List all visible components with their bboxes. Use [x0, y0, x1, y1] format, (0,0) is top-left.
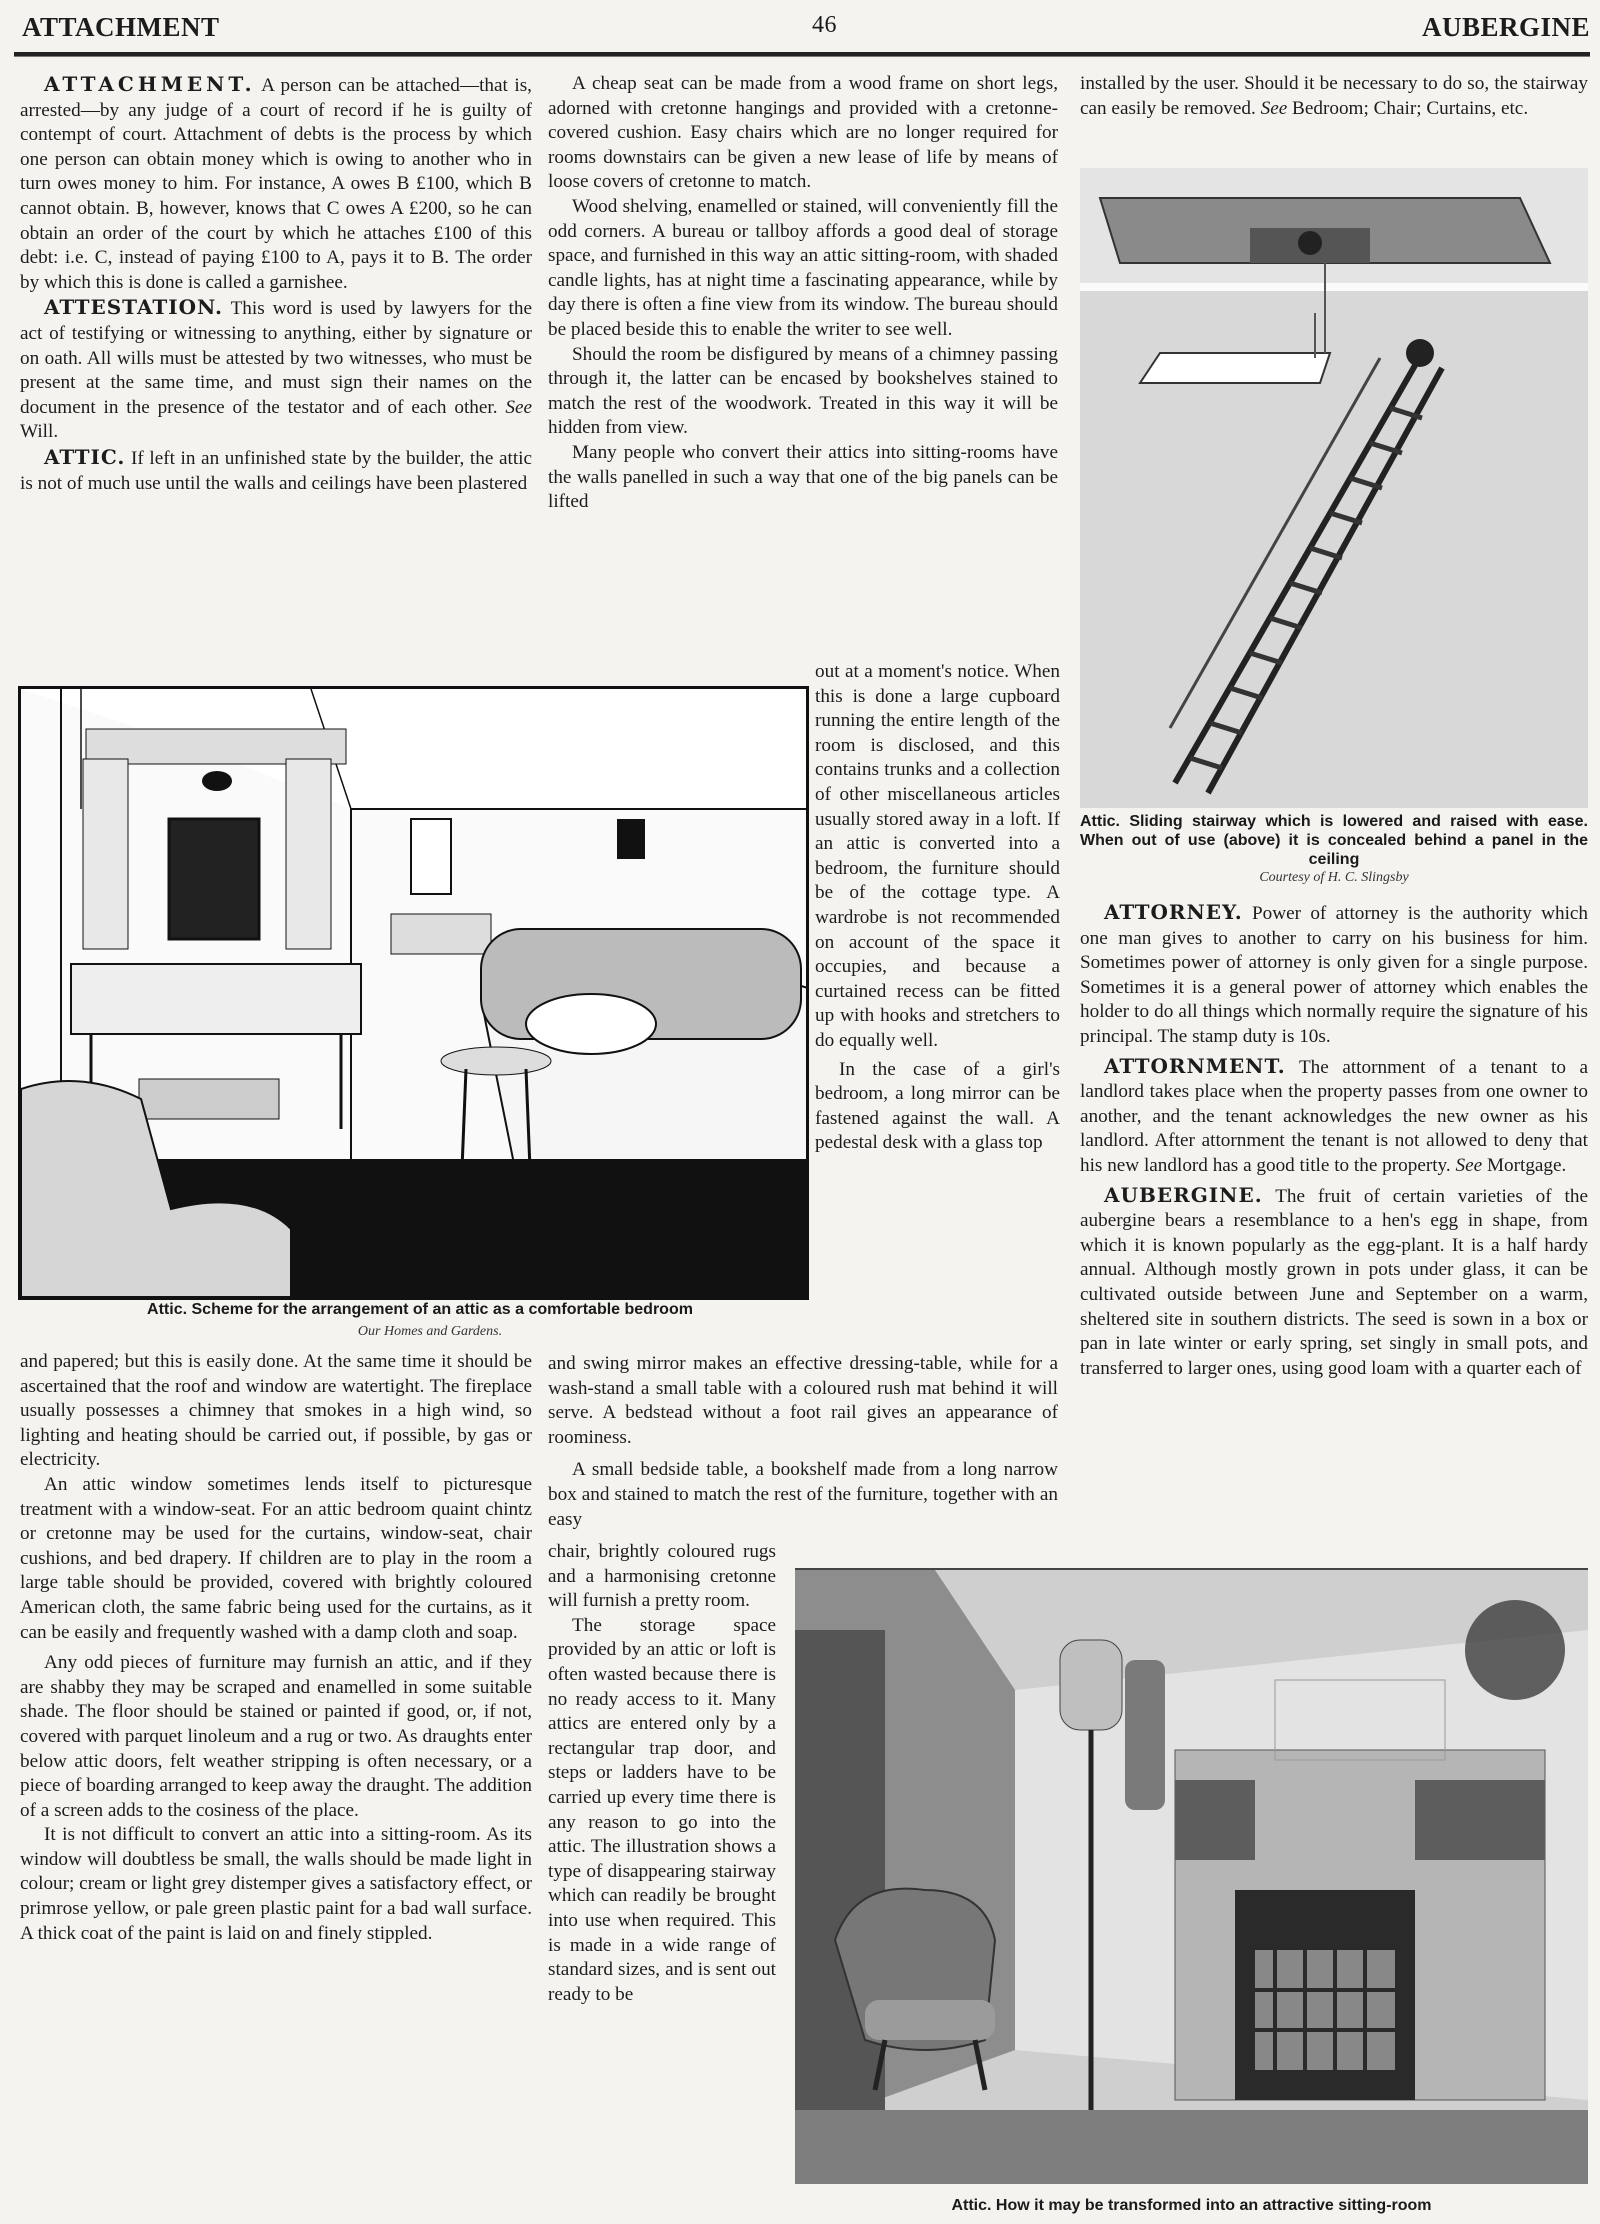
- figure-stairway-photo: [1080, 168, 1588, 808]
- credit-stairway: Courtesy of H. C. Slingsby: [1259, 870, 1409, 885]
- headword-attestation: ATTESTATION.: [44, 295, 224, 320]
- column-2-top: [548, 72, 1058, 515]
- paragraph: Any odd pieces of furniture may furnish an attic, and if they are shabby they may be scraped and enamelled in some suitable shade. The floor should be stained or painted if good, or, if not, covered with parquet linoleum and a rug or two. As draughts enter below attic doors, felt weather stripping is often necessary, or a piece of boarding arranged to keep away the draught. The addition of a screen adds to the cosiness of the place.: [20, 1652, 532, 1821]
- entry-text: The attornment of a tenant to a landlord takes place when the property passes from one owner to another, and the tenant acknowledges the new owner as his landlord. After attornment the tenant is not allowed to deny that his new landlord has a good title to the property.: [1080, 1056, 1588, 1176]
- page-number: 46: [812, 12, 837, 38]
- sitting-room-drawing: [795, 1570, 1588, 2184]
- header-rule: [14, 52, 1590, 57]
- column-2-narrow-lower: [548, 1540, 776, 2007]
- figure-sitting-room-photo: [795, 1568, 1588, 2184]
- entry-text: A person can be attached—that is, arrested—by any judge of a court of record if he is guilty of contempt of court. Attachment of debts is the process by which one person can obtain money which is owing to another who in turn owes money to him. For instance, A owes B £100, which B cannot obtain. B, however, knows that C owes A £200, so he can obtain an order of the court by which he attaches £100 of this debt: i.e. C, instead of paying £100 to A, pays it to B. The order by which this is done is called a garnishee.: [20, 75, 532, 293]
- entry-continued: [1080, 72, 1588, 121]
- caption-sitting-room: Attic. How it may be transformed into an attractive sitting-room: [951, 2197, 1432, 2214]
- entry-text: This word is used by lawyers for the act of testifying or witnessing to anything, either by signature or on oath. All wills must be attested by two witnesses, who must be present at the same time, and must sign their names on the document in the presence of the testator and of each other.: [20, 298, 532, 418]
- entry-text: installed by the user. Should it be necessary to do so, the stairway can easily be removed.: [1080, 73, 1588, 119]
- paragraph: and papered; but this is easily done. At the same time it should be ascertained that the roof and window are watertight. The fireplace usually possesses a chimney that smokes in a high wind, so lighting and heating should be carried out, if possible, by gas or electricity.: [20, 1351, 532, 1471]
- see-label: See: [505, 396, 533, 418]
- paragraph: In the case of a girl's bedroom, a long mirror can be fastened against the wall. A pedestal desk with a glass top: [815, 1058, 1060, 1154]
- entry-attornment: [1080, 1054, 1588, 1179]
- entry-attachment: [20, 72, 532, 295]
- paragraph: A cheap seat can be made from a wood frame on short legs, adorned with cretonne hangings and provided with a cretonne-covered cushion. Easy chairs which are no longer required for rooms downstairs can be given a new lease of life by means of loose covers of cretonne to match.: [548, 73, 1058, 193]
- paragraph: An attic window sometimes lends itself to picturesque treatment with a window-seat. For an attic bedroom quaint chintz or cretonne may be used for the curtains, window-seat, chair cushions, and bed drapery. If children are to play in the room a large table should be provided, covered with brightly coloured American cloth, the same fabric being used for the curtains, as it can be easily and frequently washed with a damp cloth and soap.: [20, 1473, 532, 1643]
- paragraph: out at a moment's notice. When this is done a large cupboard running the entire length of the room is disclosed, and this contains trunks and a collection of other miscellaneous articles usually stored away in a loft. If an attic is converted into a bedroom, the furniture should be of the cottage type. A wardrobe is not recommended on account of the space it occupies, and because a curtained recess can be fitted up with hooks and stretchers to do equally well.: [815, 661, 1060, 1051]
- entry-attic: [20, 445, 532, 496]
- paragraph: Wood shelving, enamelled or stained, will conveniently fill the odd corners. A bureau or tallboy affords a good deal of storage space, and furnished in this way an attic sitting-room, with shaded candle lights, has at night time a fascinating appearance, while by day there is often a fine view from its window. The bureau should be placed beside this to enable the writer to see well.: [548, 195, 1058, 340]
- running-head-left: ATTACHMENT: [22, 12, 220, 42]
- paragraph: Should the room be disfigured by means of a chimney passing through it, the latter can be encased by bookshelves stained to match the rest of the woodwork. Treated in this way it will be hidden from view.: [548, 343, 1058, 439]
- see-label: See: [1260, 97, 1288, 119]
- paragraph: and swing mirror makes an effective dressing-table, while for a wash-stand a small table with a coloured rush mat behind it will serve. A bedstead without a foot rail gives an appearance of roominess.: [548, 1353, 1058, 1448]
- column-2-middle: [548, 1352, 1058, 1532]
- entry-attestation: [20, 295, 532, 445]
- credit-bedroom: Our Homes and Gardens.: [357, 1324, 503, 1339]
- headword-aubergine: AUBERGINE.: [1104, 1182, 1263, 1207]
- headword-attic: ATTIC.: [44, 444, 126, 469]
- running-head-right: AUBERGINE: [1421, 12, 1590, 42]
- stairway-drawing: [1080, 168, 1588, 808]
- cross-reference-link[interactable]: Will.: [20, 421, 59, 443]
- paragraph: chair, brightly coloured rugs and a harmonising cretonne will furnish a pretty room.: [548, 1541, 776, 1612]
- column-2-narrow-upper: [815, 660, 1060, 1156]
- column-1-top: [20, 72, 532, 496]
- bedroom-drawing: [21, 689, 806, 1297]
- cross-reference-link[interactable]: Bedroom; Chair; Curtains, etc.: [1292, 97, 1529, 119]
- column-1-continued: [20, 1350, 532, 1946]
- see-label: See: [1455, 1154, 1483, 1176]
- entry-aubergine: [1080, 1183, 1588, 1382]
- entry-text: If left in an unfinished state by the builder, the attic is not of much use until the walls and ceilings have been plastered: [20, 447, 532, 494]
- entry-attorney: [1080, 900, 1588, 1050]
- cross-reference-link[interactable]: Mortgage.: [1486, 1154, 1567, 1176]
- paragraph: Many people who convert their attics into sitting-rooms have the walls panelled in such a way that one of the big panels can be lifted: [548, 441, 1058, 513]
- figure-bedroom-illustration: [18, 686, 809, 1300]
- headword-attachment: ATTACHMENT.: [44, 72, 256, 96]
- headword-attorney: ATTORNEY.: [1104, 900, 1243, 924]
- running-head: [22, 12, 1590, 48]
- paragraph: A small bedside table, a bookshelf made from a long narrow box and stained to match the rest of the furniture, together with an easy: [548, 1459, 1058, 1530]
- entry-text: The fruit of certain varieties of the aubergine bears a resemblance to a hen's egg in shape, from which it is known popularly as the egg-plant. It is a half hardy annual. Although mostly grown in pots under glass, it can be cultivated outside between June and September on a warm, sheltered site in southern districts. The seed is sown in a box or pan in late winter or early spring, set singly in small pots, and transferred to larger ones, using good loam with a quarter each of: [1080, 1185, 1588, 1379]
- column-3-entries: [1080, 900, 1588, 1381]
- headword-attornment: ATTORNMENT.: [1104, 1053, 1286, 1078]
- caption-stairway: Attic. Sliding stairway which is lowered and raised with ease. When out of use (above) it is concealed behind a panel in the ceiling: [1080, 813, 1588, 868]
- caption-bedroom: Attic. Scheme for the arrangement of an attic as a comfortable bedroom: [147, 1301, 693, 1318]
- paragraph: It is not difficult to convert an attic into a sitting-room. As its window will doubtless be small, the walls should be made light in colour; cream or light grey distemper gives a satisfactory effect, or primrose yellow, or pale green plastic paint for a bad wall surface. A thick coat of the paint is laid on and finely stippled.: [20, 1824, 532, 1944]
- entry-text: Power of attorney is the authority which one man gives to another to carry on his business for him. Sometimes power of attorney is only given for a single purpose. Sometimes it is a general power of attorney which enables the holder to do all things which normally require the signature of his principal. The stamp duty is 10s.: [1080, 903, 1589, 1047]
- paragraph: The storage space provided by an attic or loft is often wasted because there is no ready access to it. Many attics are entered only by a rectangular trap door, and steps or ladders have to be carried up every time there is any reason to go into the attic. The illustration shows a type of disappearing stairway which can readily be brought into use when required. This is made in a wide range of standard sizes, and is sent out ready to be: [548, 1614, 776, 2005]
- column-3-top: [1080, 72, 1588, 121]
